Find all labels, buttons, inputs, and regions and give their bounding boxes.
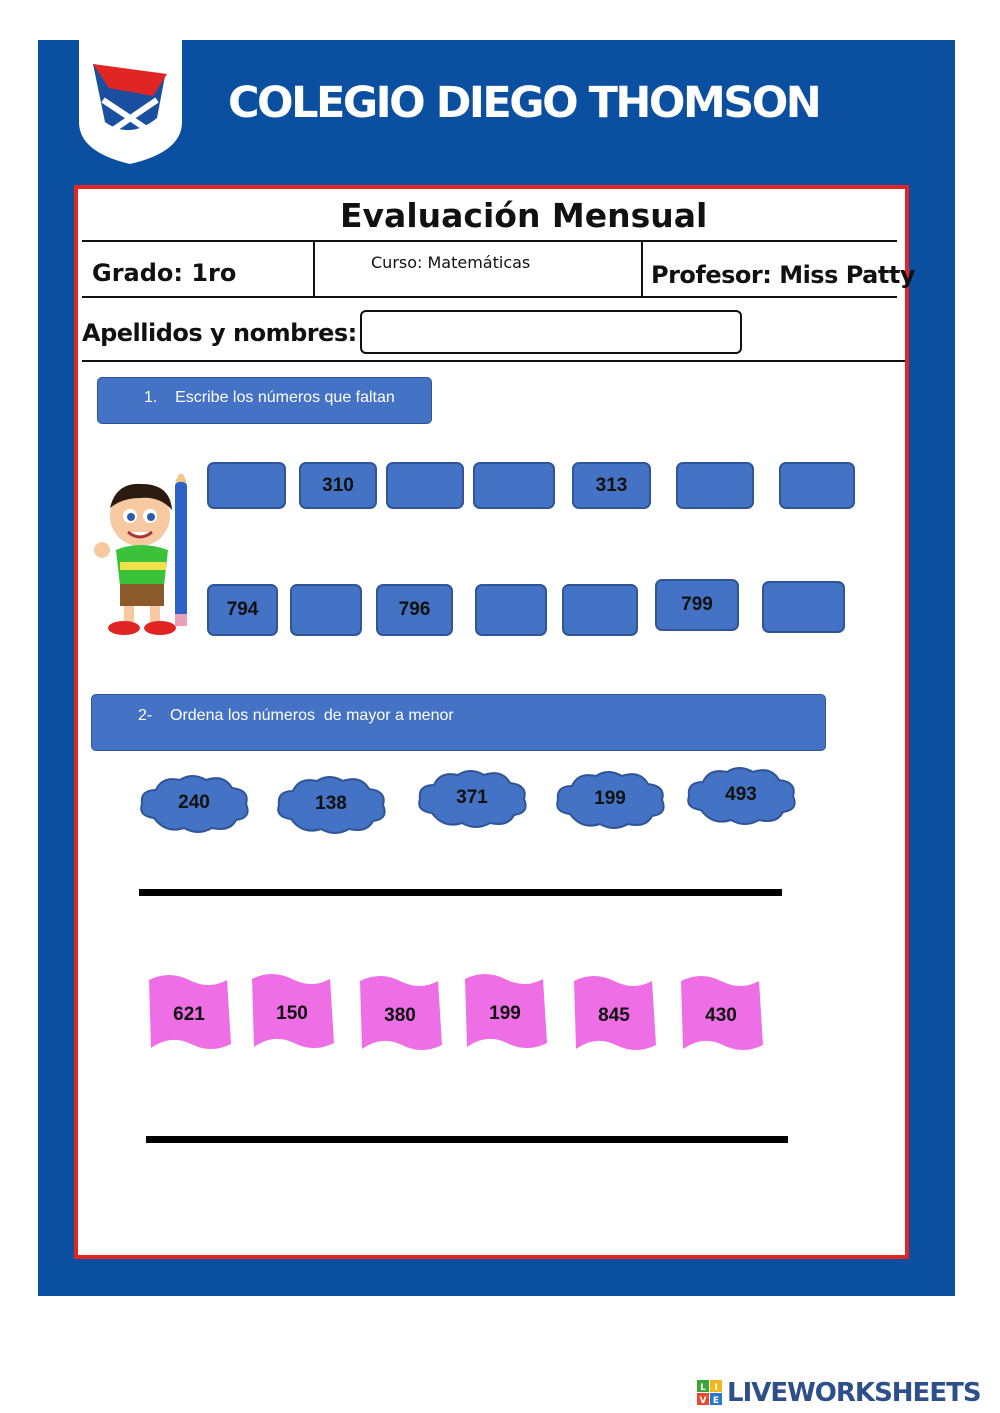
number-cloud <box>414 767 530 829</box>
flag-number: 150 <box>276 1003 308 1024</box>
exercise-2-instruction <box>91 694 826 751</box>
number-box[interactable] <box>475 584 547 636</box>
answer-line-1[interactable] <box>139 889 782 896</box>
cloud-number: 371 <box>456 787 488 808</box>
liveworksheets-logo <box>697 1378 981 1408</box>
cloud-number: 240 <box>178 792 210 813</box>
number-flag <box>570 973 658 1059</box>
number-box[interactable] <box>779 462 855 509</box>
liveworksheets-brand: LIVEWORKSHEETS <box>727 1378 981 1408</box>
school-name: COLEGIO DIEGO THOMSON <box>228 78 820 128</box>
number-box[interactable] <box>290 584 362 636</box>
number-box[interactable] <box>562 584 638 636</box>
evaluation-title: Evaluación Mensual <box>340 196 708 235</box>
number-flag <box>145 972 233 1058</box>
school-shield-logo <box>79 40 182 164</box>
icon-letter: V <box>699 1396 707 1406</box>
number-box[interactable] <box>473 462 555 509</box>
icon-letter: E <box>712 1396 720 1406</box>
number-box[interactable]: 313 <box>572 462 651 509</box>
number-cloud <box>273 773 389 835</box>
table-line <box>82 360 905 362</box>
number-box[interactable]: 799 <box>655 579 739 631</box>
answer-line-2[interactable] <box>146 1136 788 1143</box>
number-box[interactable]: 796 <box>376 584 453 636</box>
number-box[interactable]: 794 <box>207 584 278 636</box>
table-line <box>82 296 897 298</box>
flag-number: 199 <box>489 1003 521 1024</box>
table-line <box>641 240 643 297</box>
number-cloud <box>683 764 799 826</box>
boy-with-pencil-illustration <box>90 474 202 640</box>
number-flag <box>461 971 549 1057</box>
course-label: Curso: Matemáticas <box>371 253 531 272</box>
number-cloud <box>136 772 252 834</box>
number-box[interactable] <box>762 581 845 633</box>
cloud-number: 493 <box>725 784 757 805</box>
name-input[interactable] <box>360 310 742 354</box>
exercise-1-instruction <box>97 377 432 424</box>
number-flag <box>677 973 765 1059</box>
flag-number: 845 <box>598 1005 630 1026</box>
exercise-1-text: 1. Escribe los números que faltan <box>144 389 395 406</box>
grade-label: Grado: 1ro <box>92 259 237 287</box>
flag-number: 621 <box>173 1004 205 1025</box>
number-box[interactable] <box>386 462 464 509</box>
number-flag <box>248 971 336 1057</box>
exercise-2-text: 2- Ordena los números de mayor a menor <box>138 707 454 724</box>
flag-number: 430 <box>705 1005 737 1026</box>
name-label: Apellidos y nombres: <box>82 319 357 347</box>
icon-letter: I <box>714 1383 718 1393</box>
flag-number: 380 <box>384 1005 416 1026</box>
number-flag <box>356 973 444 1059</box>
table-line <box>313 240 315 297</box>
liveworksheets-icon <box>697 1380 723 1406</box>
icon-letter: L <box>700 1383 706 1393</box>
cloud-number: 138 <box>315 793 347 814</box>
cloud-number: 199 <box>594 788 626 809</box>
number-box[interactable] <box>207 462 286 509</box>
number-box[interactable] <box>676 462 754 509</box>
number-box[interactable]: 310 <box>299 462 377 509</box>
number-cloud <box>552 768 668 830</box>
table-line <box>82 240 897 242</box>
teacher-label: Profesor: Miss Patty <box>651 261 915 289</box>
